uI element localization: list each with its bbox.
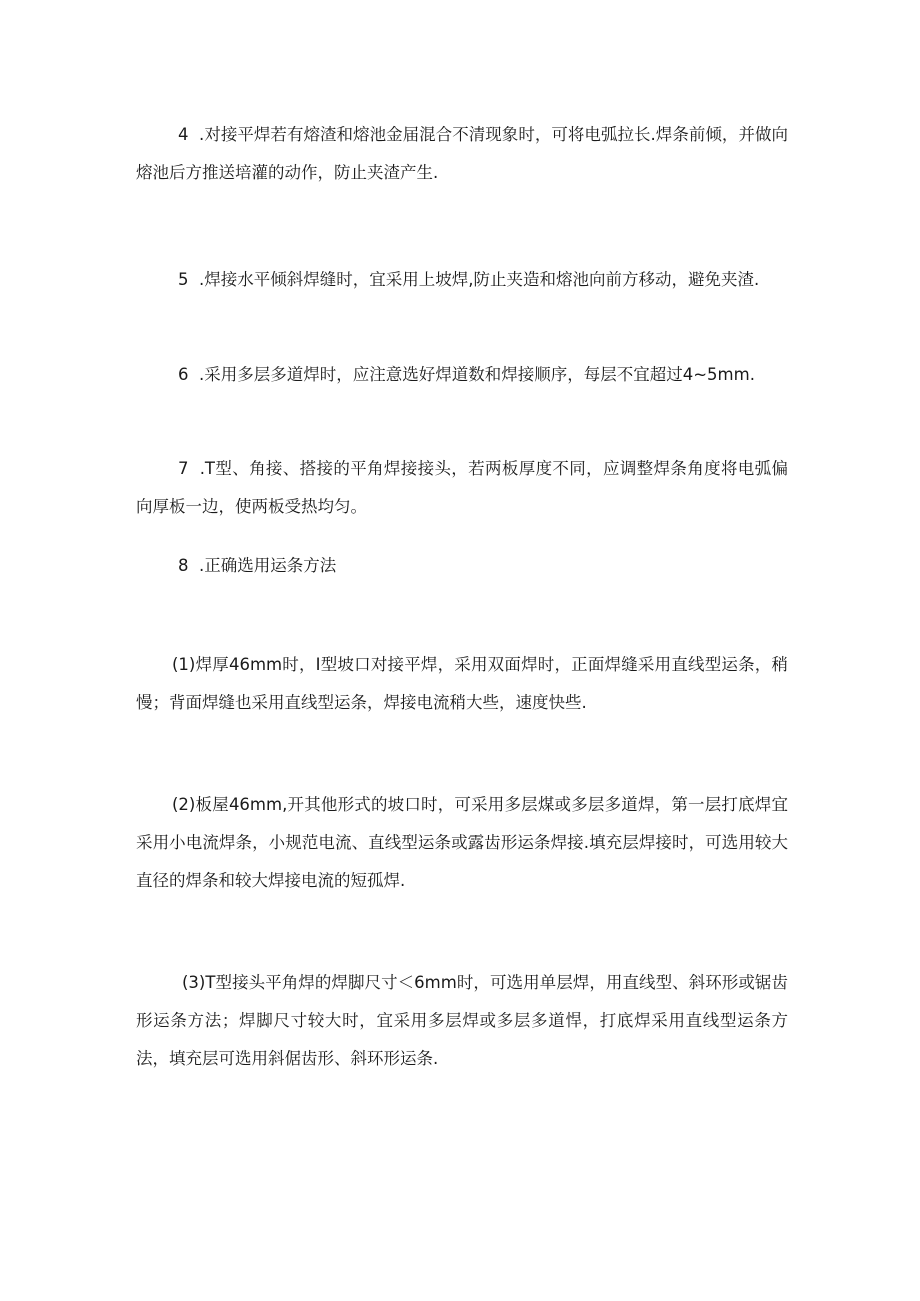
paragraph-subitem-3: (3)T型接头平角焊的焊脚尺寸＜6mm时，可选用单层焊，用直线型、斜环形或锯齿形运条方法；焊脚尺寸较大时，宜采用多层焊或多层多道悍，打底焊采用直线型运条方法，填充层可选用斜倨齿形、斜环形运条. — [136, 973, 788, 1068]
paragraph-item-7: 7 .T型、角接、搭接的平角焊接接头，若两板厚度不同，应调整焊条角度将电弧偏向厚板一边，使两板受热均匀。 — [136, 459, 788, 516]
paragraph-subitem-2: (2)板屋46mm,开其他形式的坡口时，可采用多层煤或多层多道焊，第一层打底焊宜采用小电流焊条，小规范电流、直线型运条或露齿形运条焊接.填充层焊接时，可选用较大直径的焊条和较大焊接电流的短孤焊. — [136, 795, 788, 890]
paragraph-item-5: 5 .焊接水平倾斜焊缝时，宜采用上坡焊,防止夹造和熔池向前方移动，避免夹渣. — [178, 270, 760, 289]
paragraph-item-8: 8 .正确选用运条方法 — [178, 556, 337, 575]
paragraph-item-6: 6 .采用多层多道焊时，应注意选好焊道数和焊接顺序，每层不宜超过4~5mm. — [178, 365, 755, 384]
paragraph-item-4: 4 .对接平焊若有熔渣和熔池金届混合不清现象时，可将电弧拉长.焊条前倾，并做向熔池后方推送培灌的动作，防止夹渣产生. — [136, 125, 788, 182]
paragraph-subitem-1: (1)焊厚46mm时，I型坡口对接平焊，采用双面焊时，正面焊缝采用直线型运条，稍慢；背面焊缝也采用直线型运条，焊接电流稍大些，速度快些. — [136, 655, 788, 712]
